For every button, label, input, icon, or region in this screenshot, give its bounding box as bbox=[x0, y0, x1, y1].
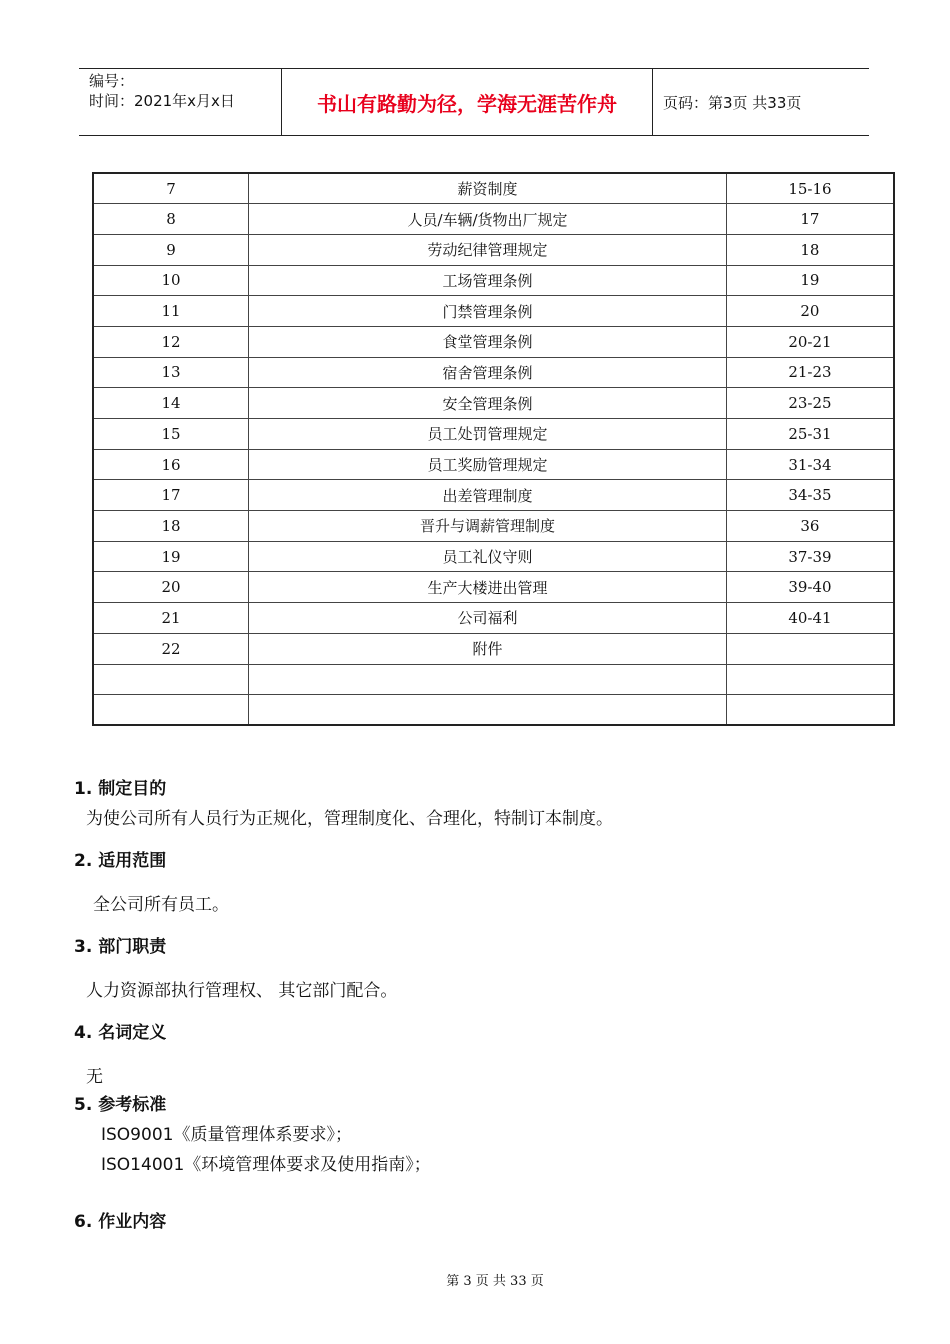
toc-body bbox=[93, 173, 894, 725]
toc-number: 10 bbox=[93, 265, 249, 296]
toc-number: 15 bbox=[93, 419, 249, 450]
toc-number: 21 bbox=[93, 603, 249, 634]
header-left bbox=[79, 69, 281, 135]
document-number-label: 编号： bbox=[89, 72, 135, 90]
section-6-title: 6. 作业内容 bbox=[74, 1212, 167, 1232]
table-row bbox=[93, 480, 894, 511]
toc-title: 人员/车辆/货物出厂规定 bbox=[249, 204, 727, 235]
page-footer: 第 3 页 共 33 页 bbox=[446, 1274, 544, 1289]
header-page-number: 页码：第3页 共33页 bbox=[663, 93, 802, 112]
toc-title: 员工奖励管理规定 bbox=[249, 449, 727, 480]
table-row bbox=[93, 357, 894, 388]
section-2-text: 全公司所有员工。 bbox=[93, 895, 229, 915]
toc-title: 生产大楼进出管理 bbox=[249, 572, 727, 603]
table-row bbox=[93, 204, 894, 235]
table-row bbox=[93, 572, 894, 603]
table-row bbox=[93, 173, 894, 204]
toc-title bbox=[249, 695, 727, 726]
toc-pages: 34-35 bbox=[726, 480, 894, 511]
toc-number: 22 bbox=[93, 633, 249, 664]
toc-number: 18 bbox=[93, 511, 249, 542]
section-5-line-1 bbox=[101, 1120, 352, 1145]
toc-title: 晋升与调薪管理制度 bbox=[249, 511, 727, 542]
table-row bbox=[93, 419, 894, 450]
toc-number: 7 bbox=[93, 173, 249, 204]
section-4-title: 4. 名词定义 bbox=[74, 1023, 167, 1043]
toc-pages bbox=[726, 695, 894, 726]
toc-title: 员工礼仪守则 bbox=[249, 541, 727, 572]
toc-title: 宿舍管理条例 bbox=[249, 357, 727, 388]
toc-pages: 37-39 bbox=[726, 541, 894, 572]
table-row bbox=[93, 664, 894, 695]
toc-pages: 25-31 bbox=[726, 419, 894, 450]
section-2-title: 2. 适用范围 bbox=[74, 851, 167, 871]
toc-pages: 15-16 bbox=[726, 173, 894, 204]
table-row bbox=[93, 541, 894, 572]
toc-pages: 23-25 bbox=[726, 388, 894, 419]
table-row bbox=[93, 603, 894, 634]
toc-pages bbox=[726, 664, 894, 695]
section-4-text: 无 bbox=[86, 1067, 103, 1087]
toc-number bbox=[93, 695, 249, 726]
iso9001-title: 《质量管理体系要求》； bbox=[173, 1125, 352, 1145]
table-row bbox=[93, 633, 894, 664]
toc-pages: 39-40 bbox=[726, 572, 894, 603]
iso14001-title-part1: 《环境管理体 bbox=[184, 1155, 287, 1175]
toc-title: 劳动纪律管理规定 bbox=[249, 234, 727, 265]
toc-title: 食堂管理条例 bbox=[249, 326, 727, 357]
toc-number: 16 bbox=[93, 449, 249, 480]
toc-number: 19 bbox=[93, 541, 249, 572]
table-row bbox=[93, 296, 894, 327]
toc-pages bbox=[726, 633, 894, 664]
toc-pages: 17 bbox=[726, 204, 894, 235]
page-header bbox=[79, 68, 869, 136]
section-1-text: 为使公司所有人员行为正规化，管理制度化、合理化，特制订本制度。 bbox=[86, 809, 613, 829]
section-3-text: 人力资源部执行管理权、 其它部门配合。 bbox=[86, 981, 398, 1001]
toc-number: 8 bbox=[93, 204, 249, 235]
toc-pages: 20 bbox=[726, 296, 894, 327]
table-row bbox=[93, 265, 894, 296]
table-row bbox=[93, 234, 894, 265]
toc-title bbox=[249, 664, 727, 695]
toc-number: 11 bbox=[93, 296, 249, 327]
toc-title: 安全管理条例 bbox=[249, 388, 727, 419]
toc-title: 工场管理条例 bbox=[249, 265, 727, 296]
toc-pages: 19 bbox=[726, 265, 894, 296]
toc-number: 20 bbox=[93, 572, 249, 603]
toc-pages: 18 bbox=[726, 234, 894, 265]
section-3-title: 3. 部门职责 bbox=[74, 937, 167, 957]
header-motto: 书山有路勤为径，学海无涯苦作舟 bbox=[281, 69, 653, 135]
iso14001-code: ISO14001 bbox=[101, 1155, 185, 1175]
toc-title: 门禁管理条例 bbox=[249, 296, 727, 327]
table-row bbox=[93, 511, 894, 542]
section-1-title: 1. 制定目的 bbox=[74, 779, 167, 799]
toc-number: 13 bbox=[93, 357, 249, 388]
toc-title: 出差管理制度 bbox=[249, 480, 727, 511]
toc-number: 12 bbox=[93, 326, 249, 357]
toc-pages: 40-41 bbox=[726, 603, 894, 634]
table-row bbox=[93, 326, 894, 357]
toc-title: 附件 bbox=[249, 633, 727, 664]
iso14001-title-part2: 要求及使用指南》； bbox=[286, 1155, 431, 1175]
toc-number bbox=[93, 664, 249, 695]
table-of-contents bbox=[92, 172, 895, 726]
toc-pages: 36 bbox=[726, 511, 894, 542]
table-row bbox=[93, 388, 894, 419]
table-row bbox=[93, 449, 894, 480]
table-row bbox=[93, 695, 894, 726]
section-5-title: 5. 参考标准 bbox=[74, 1095, 167, 1115]
toc-number: 17 bbox=[93, 480, 249, 511]
toc-pages: 20-21 bbox=[726, 326, 894, 357]
toc-number: 14 bbox=[93, 388, 249, 419]
toc-title: 公司福利 bbox=[249, 603, 727, 634]
iso9001-code: ISO9001 bbox=[101, 1125, 174, 1145]
toc-pages: 31-34 bbox=[726, 449, 894, 480]
section-5-line-2 bbox=[101, 1150, 431, 1175]
document-time-label: 时间：2021年x月x日 bbox=[89, 92, 235, 110]
toc-title: 员工处罚管理规定 bbox=[249, 419, 727, 450]
toc-title: 薪资制度 bbox=[249, 173, 727, 204]
toc-number: 9 bbox=[93, 234, 249, 265]
toc-pages: 21-23 bbox=[726, 357, 894, 388]
